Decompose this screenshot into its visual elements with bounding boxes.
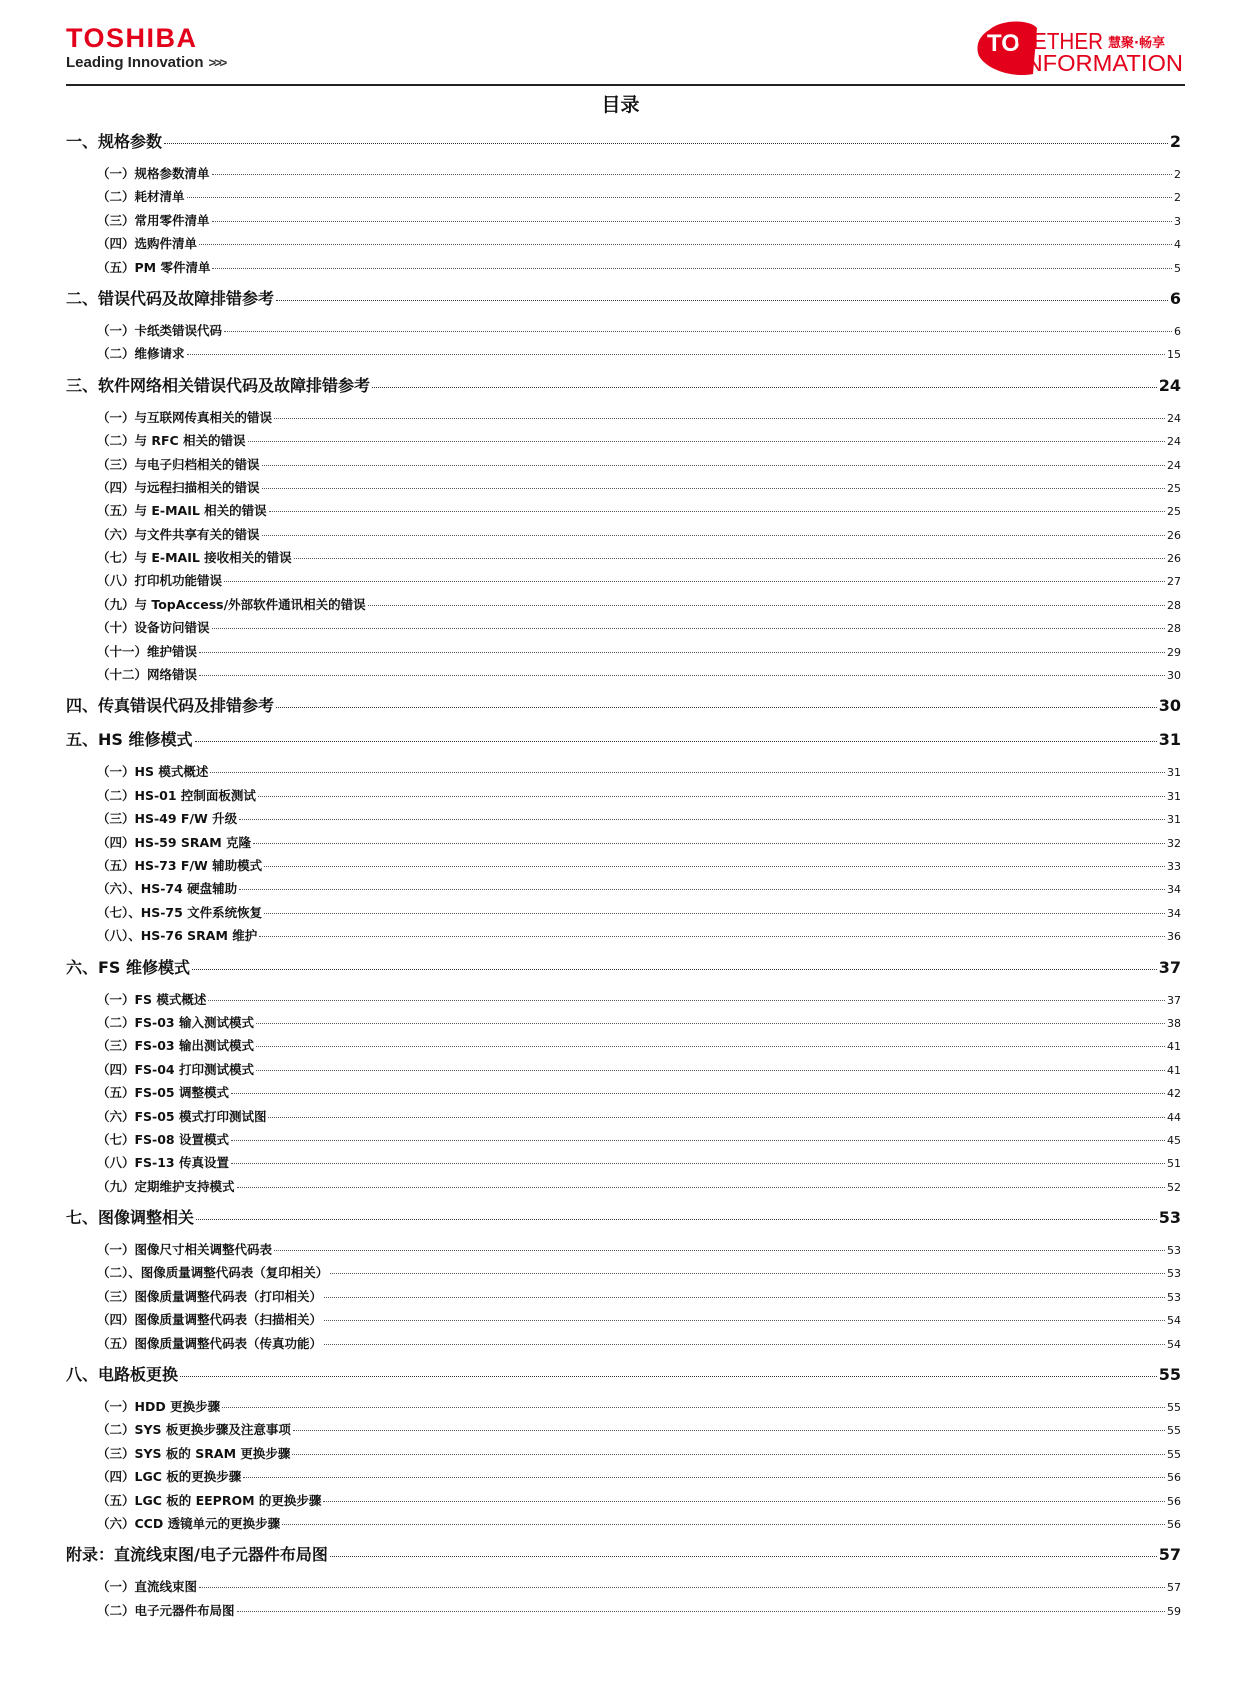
toc-subsection-page: 30: [1167, 669, 1181, 683]
dot-leader: [368, 605, 1165, 606]
toc-section: [66, 285, 1181, 366]
toc-subsection-label: （三）HS-49 F/W 升级: [97, 811, 238, 827]
toc-subsection-label: （一）FS 模式概述: [97, 991, 207, 1007]
toc-subsection-entry[interactable]: [66, 319, 1181, 342]
toc-subsection-label: （四）HS-59 SRAM 克隆: [97, 834, 251, 850]
toc-chapter-page: 57: [1158, 1545, 1181, 1565]
toc-subsection-label: （九）定期维护支持模式: [97, 1178, 235, 1194]
toc-subsection-page: 54: [1167, 1337, 1181, 1351]
dot-leader: [199, 675, 1165, 676]
toc-title: 目录: [601, 94, 640, 116]
toc-subsection-label: （一）HS 模式概述: [97, 764, 209, 780]
dot-leader: [372, 387, 1157, 388]
toc-subsection-label: （六）、HS-74 硬盘辅助: [97, 881, 238, 897]
toc-subsection-page: 24: [1167, 411, 1181, 425]
toc-subsection-label: （五）FS-05 调整模式: [97, 1085, 229, 1101]
toc-subsection-page: 25: [1167, 481, 1181, 495]
dot-leader: [231, 1163, 1165, 1164]
toc-subsection-entry[interactable]: [66, 523, 1181, 546]
toc-subsection-label: （二）与 RFC 相关的错误: [97, 433, 246, 449]
toc-chapter-entry[interactable]: [66, 1361, 1181, 1389]
dot-leader: [239, 889, 1165, 890]
dot-leader: [324, 1344, 1165, 1345]
toc-subsection-entry[interactable]: [66, 784, 1181, 807]
toc-subsection-page: 55: [1167, 1447, 1181, 1461]
toc-subsection-page: 24: [1167, 435, 1181, 449]
toc-subsection-label: （七）与 E-MAIL 接收相关的错误: [97, 550, 292, 566]
brand-tagline: Leading Innovation: [66, 54, 204, 71]
toc-section: [66, 372, 1181, 687]
toc-subsection-entry[interactable]: [66, 901, 1181, 924]
toc-subsection-entry[interactable]: [66, 162, 1181, 185]
toc-subsection-page: 33: [1167, 859, 1181, 873]
toc-subsection-page: 27: [1167, 575, 1181, 589]
toc-subsection-page: 53: [1167, 1290, 1181, 1304]
toc-chapter-entry[interactable]: [66, 726, 1181, 754]
toc-chapter-label: 一、规格参数: [66, 132, 163, 151]
toc-subsection-page: 42: [1167, 1087, 1181, 1101]
toc-chapter-entry[interactable]: [66, 1541, 1181, 1569]
toc-subsection-page: 55: [1167, 1401, 1181, 1415]
dot-leader: [292, 1454, 1165, 1455]
toc-subsection-page: 37: [1167, 993, 1181, 1007]
toc-subsection-entry[interactable]: [66, 1599, 1181, 1622]
toc-subsection-entry[interactable]: [66, 185, 1181, 208]
chevrons-icon: >>>: [208, 55, 226, 70]
toc-subsection-label: （五）LGC 板的 EEPROM 的更换步骤: [97, 1492, 322, 1508]
dot-leader: [243, 1477, 1165, 1478]
toc-subsection-entry[interactable]: [66, 1011, 1181, 1034]
toc-subsection-entry[interactable]: [66, 569, 1181, 592]
toc-subsection-label: （二）、图像质量调整代码表（复印相关）: [97, 1265, 329, 1281]
toc-subsection-page: 56: [1167, 1471, 1181, 1485]
toc-subsection-label: （三）与电子归档相关的错误: [97, 456, 260, 472]
dot-leader: [224, 581, 1165, 582]
dot-leader: [330, 1273, 1165, 1274]
together-information-logo: [973, 20, 1185, 76]
toc-subsection-page: 51: [1167, 1157, 1181, 1171]
toc-subsection-entry[interactable]: [66, 1465, 1181, 1488]
toc-subsection-entry[interactable]: [66, 453, 1181, 476]
toc-subsection-entry[interactable]: [66, 924, 1181, 947]
dot-leader: [212, 221, 1172, 222]
toc-chapter-entry[interactable]: [66, 372, 1181, 400]
toc-subsection-page: 52: [1167, 1180, 1181, 1194]
toc-subsection-label: （二）维修请求: [97, 346, 185, 362]
dot-leader: [274, 418, 1165, 419]
toc-subsection-entry[interactable]: [66, 1261, 1181, 1284]
toc-subsection-label: （一）图像尺寸相关调整代码表: [97, 1242, 273, 1258]
toc-subsection-entry[interactable]: [66, 1395, 1181, 1418]
toc-chapter-entry[interactable]: [66, 128, 1181, 156]
toc-chapter-page: 2: [1169, 132, 1181, 151]
toc-subsection-page: 32: [1167, 836, 1181, 850]
dot-leader: [237, 1611, 1165, 1612]
dot-leader: [199, 652, 1165, 653]
toc-subsection-entry[interactable]: [66, 593, 1181, 616]
dot-leader: [239, 819, 1165, 820]
dot-leader: [256, 1023, 1165, 1024]
dot-leader: [195, 741, 1157, 742]
toc-subsection-label: （四）图像质量调整代码表（扫描相关）: [97, 1312, 323, 1328]
toc-chapter-page: 53: [1158, 1208, 1181, 1228]
logo-word-information: INFORMATION: [1019, 50, 1183, 76]
dot-leader: [231, 1140, 1165, 1141]
toc-chapter-page: 6: [1169, 288, 1181, 308]
toc-subsection-page: 53: [1167, 1244, 1181, 1258]
toc-subsection-entry[interactable]: [66, 1034, 1181, 1057]
dot-leader: [293, 1430, 1165, 1431]
toc-subsection-entry[interactable]: [66, 854, 1181, 877]
toc-chapter-page: 30: [1158, 696, 1181, 716]
logo-word-together: GETHER: [1017, 28, 1103, 54]
toc-subsection-label: （一）HDD 更换步骤: [97, 1399, 221, 1415]
toc-subsection-page: 6: [1174, 324, 1181, 338]
dot-leader: [256, 1046, 1165, 1047]
toc-subsection-entry[interactable]: [66, 663, 1181, 686]
toc-chapter-entry[interactable]: [66, 692, 1181, 720]
dot-leader: [330, 1556, 1157, 1557]
toc-subsection-entry[interactable]: [66, 1128, 1181, 1151]
toc-subsection-label: （十一）维护错误: [97, 643, 198, 659]
toc-chapter-label: 四、传真错误代码及排错参考: [66, 696, 275, 716]
toc-subsection-label: （八）、HS-76 SRAM 维护: [97, 928, 258, 944]
toc-subsection-entry[interactable]: [66, 1418, 1181, 1441]
toc-subsection-entry[interactable]: [66, 476, 1181, 499]
toc-subsection-label: （十）设备访问错误: [97, 620, 210, 636]
dot-leader: [210, 772, 1165, 773]
dot-leader: [187, 354, 1165, 355]
toc-subsection-entry[interactable]: [66, 988, 1181, 1011]
toc-subsection-entry[interactable]: [66, 1238, 1181, 1261]
toc-chapter-page: 24: [1158, 375, 1181, 395]
table-of-contents: [66, 128, 1181, 1622]
toc-subsection-entry[interactable]: [66, 1285, 1181, 1308]
dot-leader: [212, 174, 1172, 175]
toc-chapter-entry[interactable]: [66, 954, 1181, 982]
toc-section: [66, 1204, 1181, 1355]
toc-subsection-page: 56: [1167, 1494, 1181, 1508]
toc-subsection-label: （十二）网络错误: [97, 667, 198, 683]
dot-leader: [256, 1070, 1165, 1071]
toc-subsection-label: （五）HS-73 F/W 辅助模式: [97, 857, 263, 873]
toc-chapter-entry[interactable]: [66, 1204, 1181, 1232]
dot-leader: [294, 558, 1165, 559]
dot-leader: [199, 1587, 1165, 1588]
toc-subsection-label: （二）FS-03 输入测试模式: [97, 1014, 254, 1030]
toc-subsection-entry[interactable]: [66, 1081, 1181, 1104]
dot-leader: [237, 1187, 1165, 1188]
toc-subsection-page: 24: [1167, 458, 1181, 472]
toc-subsection-entry[interactable]: [66, 640, 1181, 663]
logo-chinese-tagline: 慧聚·畅享: [1108, 36, 1165, 51]
dot-leader: [212, 628, 1165, 629]
toc-section: [66, 692, 1181, 720]
toc-subsection-label: （二）耗材清单: [97, 189, 185, 205]
toc-subsection-page: 53: [1167, 1267, 1181, 1281]
toc-subsection-entry[interactable]: [66, 342, 1181, 365]
toc-subsection-page: 56: [1167, 1517, 1181, 1531]
toc-subsection-page: 5: [1174, 261, 1181, 275]
toc-subsection-entry[interactable]: [66, 1332, 1181, 1355]
dot-leader: [164, 143, 1168, 144]
toc-subsection-entry[interactable]: [66, 1308, 1181, 1331]
toc-subsection-label: （二）SYS 板更换步骤及注意事项: [97, 1422, 291, 1438]
toc-chapter-label: 五、HS 维修模式: [66, 730, 193, 750]
toc-subsection-page: 29: [1167, 645, 1181, 659]
toc-subsection-label: （二）电子元器件布局图: [97, 1602, 235, 1618]
toc-subsection-entry[interactable]: [66, 1575, 1181, 1598]
toc-subsection-page: 3: [1174, 214, 1181, 228]
dot-leader: [276, 707, 1157, 708]
toc-subsection-page: 41: [1167, 1040, 1181, 1054]
toc-chapter-entry[interactable]: [66, 285, 1181, 313]
toc-subsection-page: 44: [1167, 1110, 1181, 1124]
dot-leader: [274, 1250, 1165, 1251]
toc-section: [66, 1541, 1181, 1622]
toc-subsection-label: （六）CCD 透镜单元的更换步骤: [97, 1515, 281, 1531]
toc-section: [66, 726, 1181, 947]
toc-subsection-page: 55: [1167, 1424, 1181, 1438]
toc-subsection-page: 26: [1167, 528, 1181, 542]
toc-subsection-page: 41: [1167, 1063, 1181, 1077]
toc-subsection-entry[interactable]: [66, 256, 1181, 279]
dot-leader: [324, 1320, 1165, 1321]
toc-subsection-page: 31: [1167, 813, 1181, 827]
toc-subsection-page: 2: [1174, 168, 1181, 181]
dot-leader: [199, 244, 1172, 245]
toc-chapter-label: 六、FS 维修模式: [66, 957, 191, 977]
toc-subsection-entry[interactable]: [66, 807, 1181, 830]
toc-subsection-entry[interactable]: [66, 1512, 1181, 1535]
toc-subsection-entry[interactable]: [66, 1105, 1181, 1128]
toc-chapter-label: 七、图像调整相关: [66, 1208, 195, 1228]
dot-leader: [187, 197, 1172, 198]
toc-subsection-label: （三）FS-03 输出测试模式: [97, 1038, 254, 1054]
toc-subsection-page: 38: [1167, 1016, 1181, 1030]
dot-leader: [248, 441, 1165, 442]
dot-leader: [253, 843, 1165, 844]
toc-section: [66, 954, 1181, 1199]
dot-leader: [282, 1524, 1165, 1525]
toc-subsection-entry[interactable]: [66, 831, 1181, 854]
toc-subsection-page: 31: [1167, 789, 1181, 803]
toc-chapter-label: 二、错误代码及故障排错参考: [66, 288, 275, 308]
dot-leader: [192, 969, 1157, 970]
toc-subsection-entry[interactable]: [66, 406, 1181, 429]
dot-leader: [224, 331, 1172, 332]
toshiba-brand: [66, 24, 225, 71]
toc-chapter-label: 三、软件网络相关错误代码及故障排错参考: [66, 375, 371, 395]
dot-leader: [208, 1000, 1165, 1001]
toc-subsection-label: （四）LGC 板的更换步骤: [97, 1469, 242, 1485]
toc-subsection-page: 57: [1167, 1581, 1181, 1595]
dot-leader: [259, 936, 1165, 937]
toc-subsection-page: 31: [1167, 766, 1181, 780]
brand-tagline-row: [66, 54, 225, 71]
toc-subsection-entry[interactable]: [66, 209, 1181, 232]
dot-leader: [269, 511, 1165, 512]
toc-chapter-label: 附录：直流线束图/电子元器件布局图: [66, 1545, 328, 1565]
toc-subsection-label: （一）与互联网传真相关的错误: [97, 409, 273, 425]
toc-subsection-label: （一）卡纸类错误代码: [97, 322, 223, 338]
toc-subsection-label: （二）HS-01 控制面板测试: [97, 787, 256, 803]
toc-subsection-page: 28: [1167, 622, 1181, 636]
dot-leader: [258, 796, 1165, 797]
toc-subsection-page: 36: [1167, 930, 1181, 944]
toc-subsection-page: 4: [1174, 238, 1181, 252]
toc-subsection-entry[interactable]: [66, 499, 1181, 522]
toc-subsection-label: （一）规格参数清单: [97, 166, 210, 181]
toc-subsection-entry[interactable]: [66, 1489, 1181, 1512]
dot-leader: [264, 913, 1165, 914]
toc-subsection-label: （五）PM 零件清单: [97, 259, 211, 275]
dot-leader: [324, 1297, 1165, 1298]
toc-subsection-label: （三）图像质量调整代码表（打印相关）: [97, 1288, 323, 1304]
toc-subsection-label: （三）常用零件清单: [97, 212, 210, 228]
page-header: [66, 0, 1185, 86]
toc-subsection-label: （八）FS-13 传真设置: [97, 1155, 229, 1171]
toc-subsection-label: （四）选购件清单: [97, 236, 198, 252]
dot-leader: [262, 465, 1165, 466]
dot-leader: [222, 1407, 1165, 1408]
toc-subsection-entry[interactable]: [66, 1175, 1181, 1198]
toc-subsection-label: （七）、HS-75 文件系统恢复: [97, 904, 263, 920]
dot-leader: [323, 1501, 1165, 1502]
dot-leader: [262, 535, 1165, 536]
toc-subsection-entry[interactable]: [66, 616, 1181, 639]
dot-leader: [196, 1219, 1157, 1220]
toc-subsection-page: 25: [1167, 505, 1181, 519]
dot-leader: [262, 488, 1165, 489]
toc-chapter-page: 37: [1158, 957, 1181, 977]
toc-subsection-page: 28: [1167, 598, 1181, 612]
toc-subsection-entry[interactable]: [66, 1058, 1181, 1081]
logo-prefix: TO: [987, 30, 1020, 57]
toc-subsection-label: （三）SYS 板的 SRAM 更换步骤: [97, 1445, 291, 1461]
toc-subsection-entry[interactable]: [66, 546, 1181, 569]
dot-leader: [212, 268, 1172, 269]
toc-subsection-entry[interactable]: [66, 429, 1181, 452]
toc-subsection-label: （八）打印机功能错误: [97, 573, 223, 589]
toc-subsection-entry[interactable]: [66, 760, 1181, 783]
toc-subsection-page: 59: [1167, 1604, 1181, 1618]
toc-subsection-label: （六）FS-05 模式打印测试图: [97, 1108, 267, 1124]
toc-subsection-label: （一）直流线束图: [97, 1579, 198, 1595]
dot-leader: [268, 1117, 1165, 1118]
toc-subsection-label: （五）图像质量调整代码表（传真功能）: [97, 1335, 323, 1351]
brand-name: TOSHIBA: [66, 23, 198, 53]
toc-subsection-entry[interactable]: [66, 232, 1181, 255]
toc-subsection-page: 54: [1167, 1314, 1181, 1328]
toc-subsection-page: 15: [1167, 348, 1181, 362]
toc-chapter-page: 55: [1158, 1365, 1181, 1385]
toc-section: [66, 128, 1181, 279]
toc-subsection-page: 45: [1167, 1133, 1181, 1147]
toc-subsection-entry[interactable]: [66, 1151, 1181, 1174]
toc-subsection-entry[interactable]: [66, 1442, 1181, 1465]
toc-subsection-page: 2: [1174, 191, 1181, 205]
toc-subsection-label: （九）与 TopAccess/外部软件通讯相关的错误: [97, 596, 366, 612]
toc-subsection-page: 34: [1167, 906, 1181, 920]
dot-leader: [231, 1093, 1165, 1094]
dot-leader: [180, 1376, 1157, 1377]
toc-subsection-label: （七）FS-08 设置模式: [97, 1131, 229, 1147]
toc-subsection-page: 26: [1167, 552, 1181, 566]
toc-section: [66, 1361, 1181, 1535]
toc-subsection-label: （四）FS-04 打印测试模式: [97, 1061, 254, 1077]
toc-subsection-label: （六）与文件共享有关的错误: [97, 526, 260, 542]
toc-chapter-page: 31: [1158, 730, 1181, 750]
toc-subsection-label: （四）与远程扫描相关的错误: [97, 479, 260, 495]
toc-subsection-label: （五）与 E-MAIL 相关的错误: [97, 503, 267, 519]
toc-chapter-label: 八、电路板更换: [66, 1365, 179, 1385]
toc-subsection-page: 34: [1167, 883, 1181, 897]
dot-leader: [264, 866, 1165, 867]
toc-subsection-entry[interactable]: [66, 877, 1181, 900]
dot-leader: [276, 300, 1168, 301]
